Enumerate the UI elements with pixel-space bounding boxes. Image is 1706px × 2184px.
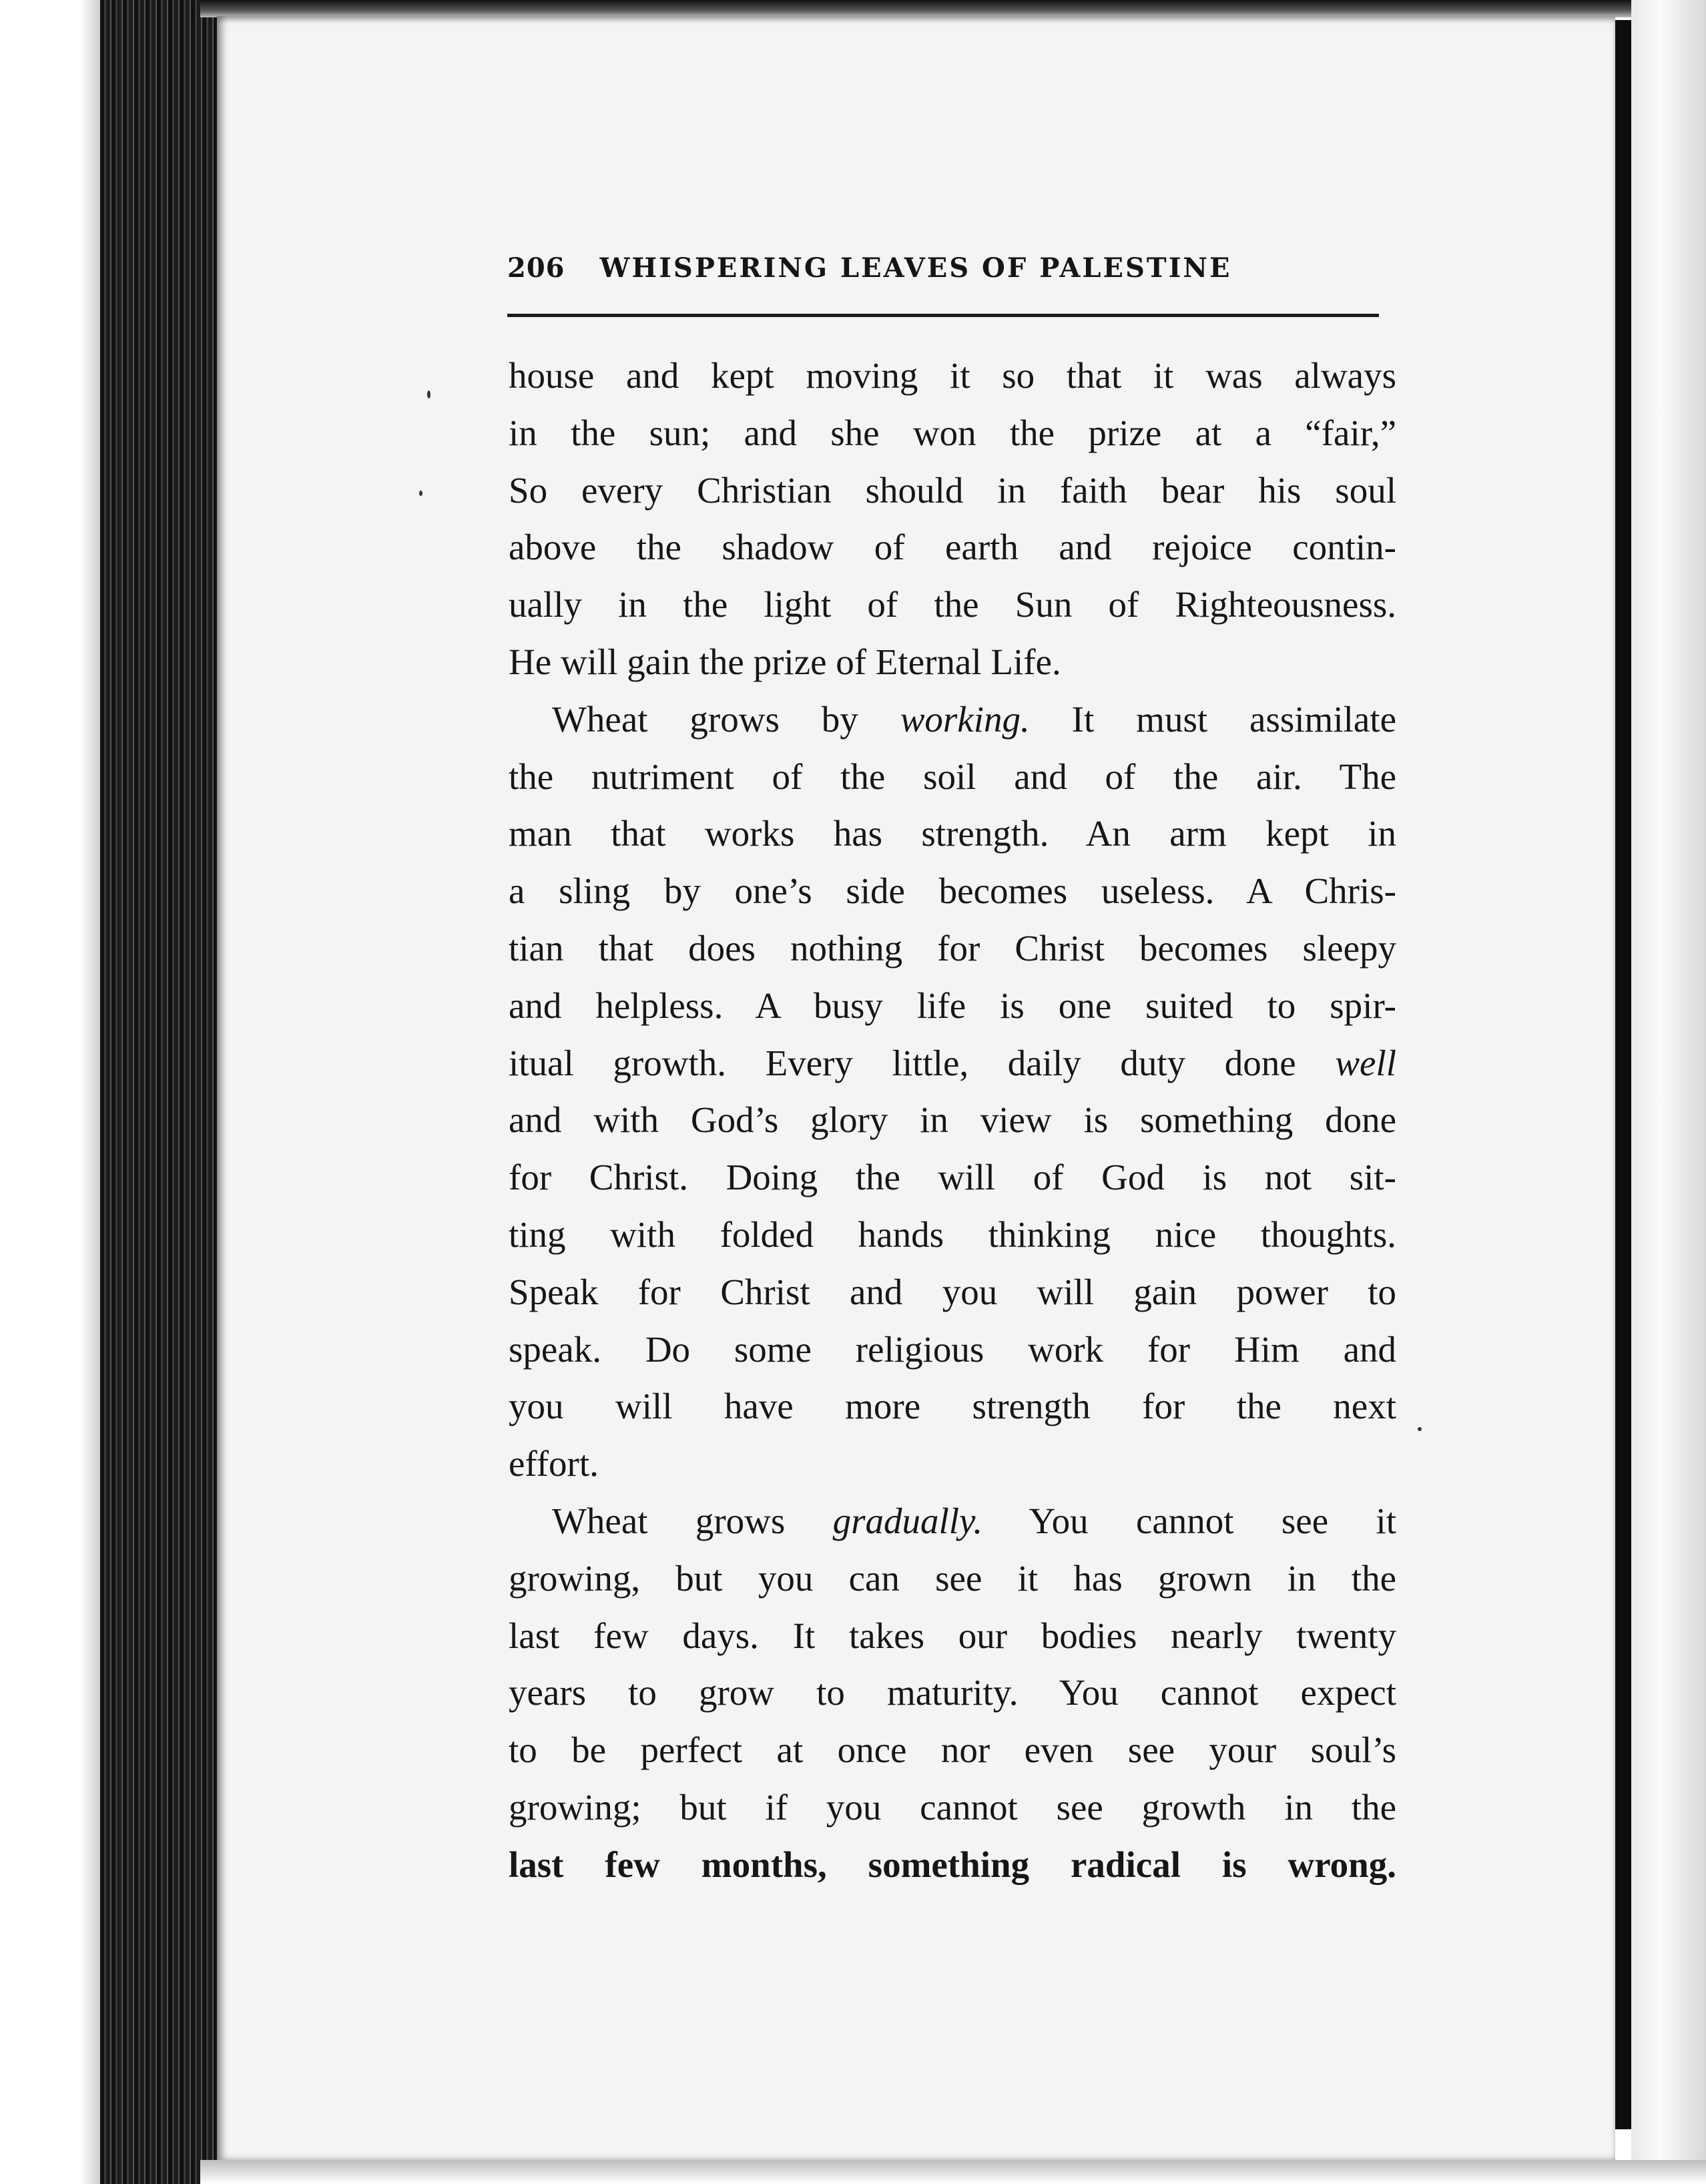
text-line: last few months, something radical is wrong. [509,1844,1396,1885]
text-line: and helpless. A busy life is one suited to spir- [509,985,1396,1026]
italic-emphasis: gradually. [832,1500,983,1541]
text-line: to be perfect at once nor even see your soul’s [509,1729,1396,1771]
paragraph-3 [509,1492,1396,1894]
text-run: It must assimilate [1029,698,1396,740]
text-line: speak. Do some religious work for Him and [509,1328,1396,1370]
page-number: 206 [507,252,565,284]
text-line: tian that does nothing for Christ becomes sleepy [509,927,1396,969]
text-line: a sling by one’s side becomes useless. A Chris- [509,870,1396,912]
scan-speck [427,390,431,398]
text-line: last few days. It takes our bodies nearly twenty [509,1615,1396,1656]
text-line: and with God’s glory in view is something done [509,1099,1396,1141]
running-head [507,252,1388,299]
text-line: in the sun; and she won the prize at a “fair,” [509,412,1396,453]
book-page-edges [100,0,220,2184]
text-line [509,1492,1396,1550]
running-head-rule [507,314,1379,317]
text-line [509,1035,1396,1092]
text-line: growing, but you can see it has grown in the [509,1557,1396,1599]
scan-speck [419,491,422,496]
text-line: above the shadow of earth and rejoice contin- [509,527,1396,568]
right-page-gutter [1615,20,1631,2129]
text-line: Speak for Christ and you will gain power to [509,1271,1396,1312]
paragraph-1 [509,347,1396,691]
text-run: Wheat grows by [552,698,900,740]
text-line: ually in the light of the Sun of Righteousness. [509,584,1396,625]
text-run: You cannot see it [982,1500,1396,1541]
text-line: effort. [509,1443,599,1484]
text-line: He will gain the prize of Eternal Life. [509,641,1061,682]
text-line: growing; but if you cannot see growth in the [509,1786,1396,1828]
italic-emphasis: working. [900,698,1030,740]
text-line [509,691,1396,748]
body-text [509,347,1396,1894]
italic-emphasis: well [1335,1042,1396,1083]
text-run: Wheat grows [552,1500,833,1541]
text-run: itual growth. Every little, daily duty done [509,1042,1336,1083]
text-line: the nutriment of the soil and of the air. The [509,756,1396,797]
text-line: So every Christian should in faith bear his soul [509,469,1396,511]
text-line: house and kept moving it so that it was always [509,355,1396,396]
right-margin-edge [1631,0,1706,2184]
text-line: you will have more strength for the next [509,1386,1396,1427]
running-head-title: WHISPERING LEAVES OF PALESTINE [599,252,1232,284]
paragraph-2 [509,691,1396,1492]
text-line: man that works has strength. An arm kept in [509,813,1396,854]
text-line: ting with folded hands thinking nice thoughts. [509,1213,1396,1255]
top-edge-shadow [200,0,1706,17]
bottom-edge-shadow [200,2160,1706,2184]
text-line: for Christ. Doing the will of God is not sit- [509,1157,1396,1198]
text-line: years to grow to maturity. You cannot expect [509,1672,1396,1713]
scan-speck [1418,1427,1422,1431]
